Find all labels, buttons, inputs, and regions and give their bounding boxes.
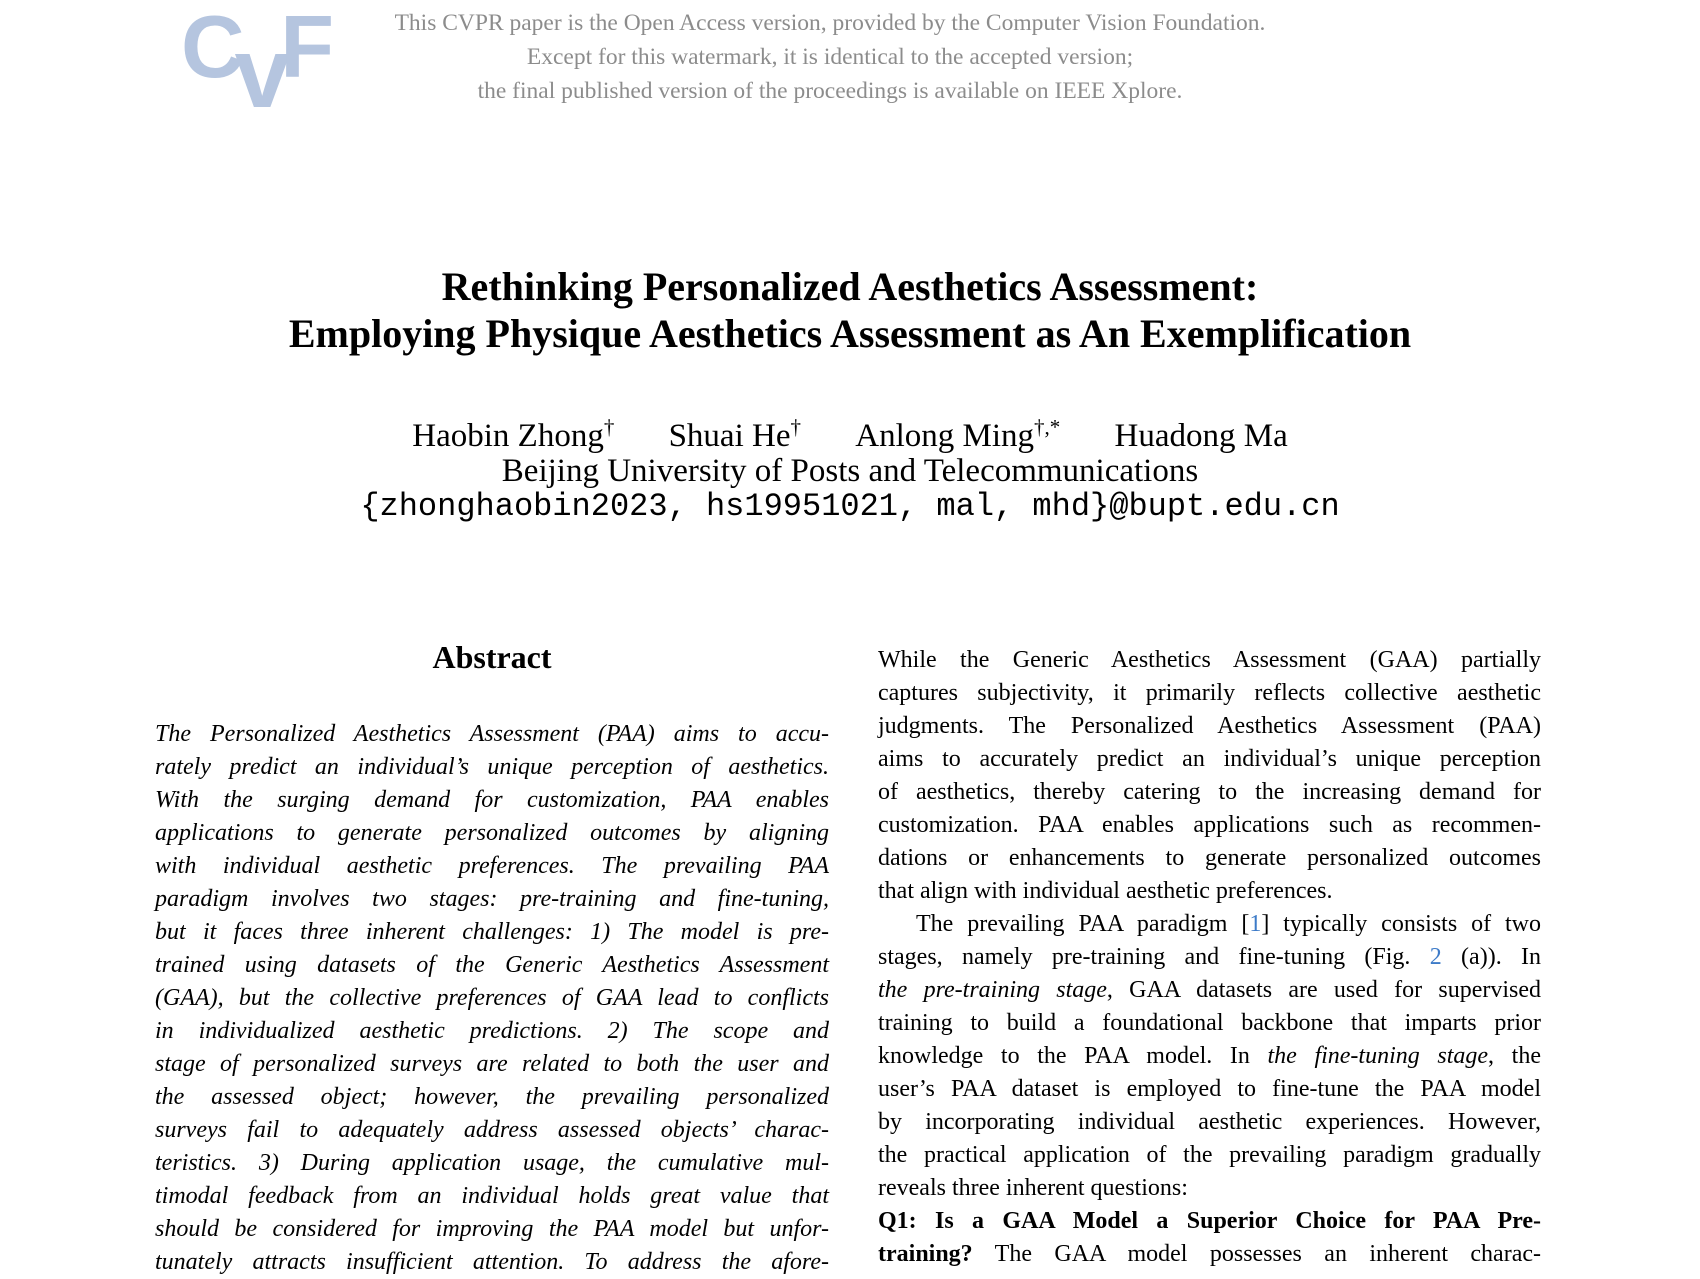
- author-name: Shuai He: [668, 418, 791, 454]
- author-affil-marker: †: [603, 415, 615, 439]
- figure-reference-link[interactable]: 2: [1429, 944, 1442, 970]
- citation-link[interactable]: 1: [1249, 911, 1262, 937]
- text-line: [878, 974, 1541, 1007]
- text-line: [878, 1040, 1541, 1073]
- emphasized-text: the pre-training stage: [878, 977, 1107, 1003]
- text-line: reveals three inherent questions:: [878, 1175, 1188, 1201]
- paper-title: [0, 263, 1700, 357]
- question-heading: training?: [878, 1241, 973, 1267]
- author: [669, 415, 801, 455]
- text-segment: knowledge to the PAA model. In: [878, 1043, 1268, 1069]
- text-segment: The prevailing PAA paradigm [: [916, 911, 1250, 937]
- author-name: Haobin Zhong: [412, 418, 604, 454]
- text-line: the practical application of the prevailing paradigm gradually: [878, 1142, 1541, 1168]
- text-line: timodal feedback from an individual holds great value that: [155, 1183, 829, 1209]
- text-segment: , the: [1488, 1043, 1541, 1069]
- cvf-logo-letter-c: C: [181, 0, 245, 96]
- abstract-body: [155, 718, 829, 1279]
- text-line: user’s PAA dataset is employed to fine-tune the PAA model: [878, 1076, 1541, 1102]
- text-line: While the Generic Aesthetics Assessment (GAA) partially: [878, 647, 1541, 673]
- abstract-heading: Abstract: [432, 639, 552, 675]
- author-name: Anlong Ming: [855, 418, 1034, 454]
- author: [1115, 415, 1288, 455]
- text-line: but it faces three inherent challenges: 1) The model is pre-: [155, 919, 829, 945]
- text-line: stage of personalized surveys are related to both the user and: [155, 1051, 829, 1077]
- text-line: paradigm involves two stages: pre-training and fine-tuning,: [155, 886, 829, 912]
- text-line: aims to accurately predict an individual’s unique perception: [878, 746, 1541, 772]
- text-segment: (a)). In: [1441, 944, 1541, 970]
- text-line: (GAA), but the collective preferences of GAA lead to conflicts: [155, 985, 829, 1011]
- text-line: judgments. The Personalized Aesthetics Assessment (PAA): [878, 713, 1541, 739]
- text-line: [878, 941, 1541, 974]
- text-line: dations or enhancements to generate personalized outcomes: [878, 845, 1541, 871]
- watermark-line: the final published version of the proceedings is available on IEEE Xplore.: [477, 78, 1183, 104]
- author: [412, 415, 614, 455]
- author: [855, 415, 1060, 455]
- watermark-line: Except for this watermark, it is identical to the accepted version;: [526, 44, 1134, 70]
- author-affil-marker: †,*: [1034, 415, 1061, 439]
- text-segment: , GAA datasets are used for supervised: [1106, 977, 1541, 1003]
- text-line: that align with individual aesthetic preferences.: [878, 878, 1333, 904]
- cvf-logo: [181, 0, 334, 129]
- text-line: in individualized aesthetic predictions. 2) The scope and: [155, 1018, 829, 1044]
- cvf-logo-letter-f: F: [280, 0, 334, 96]
- text-line: captures subjectivity, it primarily reflects collective aesthetic: [878, 680, 1541, 706]
- text-segment: stages, namely pre-training and fine-tuning (Fig.: [878, 944, 1430, 970]
- text-line: surveys fail to adequately address assessed objects’ charac-: [155, 1117, 829, 1143]
- text-line: tunately attracts insufficient attention. To address the afore-: [155, 1249, 829, 1275]
- text-line: the assessed object; however, the prevailing personalized: [155, 1084, 829, 1110]
- text-line: [878, 1238, 1541, 1271]
- text-line: The Personalized Aesthetics Assessment (PAA) aims to accu-: [155, 721, 829, 747]
- affiliation: Beijing University of Posts and Telecommunications: [501, 453, 1199, 489]
- paper-title-line-1: Rethinking Personalized Aesthetics Assessment:: [441, 264, 1259, 309]
- text-segment: The GAA model possesses an inherent charac-: [972, 1241, 1541, 1267]
- abstract-section: [155, 641, 829, 1279]
- text-line: with individual aesthetic preferences. The prevailing PAA: [155, 853, 829, 879]
- text-line: applications to generate personalized outcomes by aligning: [155, 820, 829, 846]
- question-heading: Q1: Is a GAA Model a Superior Choice for PAA Pre-: [878, 1208, 1541, 1234]
- text-line: training to build a foundational backbone that imparts prior: [878, 1010, 1541, 1036]
- text-line: customization. PAA enables applications such as recommen-: [878, 812, 1541, 838]
- text-line: [878, 908, 1541, 941]
- watermark-line: This CVPR paper is the Open Access version, provided by the Computer Vision Foundation.: [394, 10, 1266, 36]
- text-line: by incorporating individual aesthetic experiences. However,: [878, 1109, 1541, 1135]
- email-line: {zhonghaobin2023, hs19951021, mal, mhd}@bupt.edu.cn: [360, 488, 1340, 525]
- text-line: of aesthetics, thereby catering to the increasing demand for: [878, 779, 1541, 805]
- text-segment: ] typically consists of two: [1261, 911, 1541, 937]
- emphasized-text: the fine-tuning stage: [1267, 1043, 1489, 1069]
- text-line: [878, 1205, 1541, 1238]
- text-line: should be considered for improving the PAA model but unfor-: [155, 1216, 829, 1242]
- text-line: rately predict an individual’s unique perception of aesthetics.: [155, 754, 829, 780]
- author-name: Huadong Ma: [1114, 418, 1288, 454]
- text-line: teristics. 3) During application usage, the cumulative mul-: [155, 1150, 829, 1176]
- paper-title-line-2: Employing Physique Aesthetics Assessment as An Exemplification: [288, 311, 1412, 356]
- author-affil-marker: †: [790, 415, 801, 439]
- authors-line: [0, 415, 1700, 455]
- text-line: trained using datasets of the Generic Aesthetics Assessment: [155, 952, 829, 978]
- text-line: With the surging demand for customization, PAA enables: [155, 787, 829, 813]
- cvf-logo-letter-v: v: [234, 17, 291, 129]
- intro-column: [878, 644, 1541, 1271]
